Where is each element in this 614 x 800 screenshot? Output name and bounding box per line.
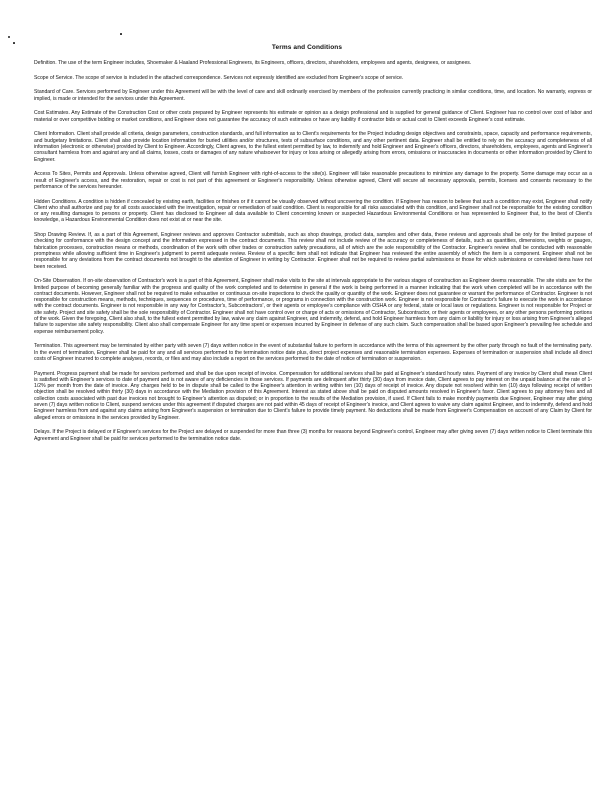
document-title: Terms and Conditions [271, 44, 343, 51]
paragraph-termination: Termination. This agreement may be terminated by either party with seven (7) days written notice in the event of substantial failure to perform in accordance with the terms of this agreement by the other party through no fault of the terminating party. In the event of termination, Engineer shall be paid for any and all services performed to the termination notice date plus, direct project expenses and reasonable termination expenses. Expenses of termination or suspension shall include all direct costs of Engineer incurred to complete analyses, records, or files and may also include a report on the services performed to the date of notice of termination or suspension. [34, 343, 592, 362]
paragraph-delays: Delays. If the Project is delayed or if Engineer's services for the Project are delayed or suspended for more than three (3) months for reasons beyond Engineer's control, Engineer may after giving seven (7) days written notice to Client terminate this Agreement and Engineer shall be paid for services performed to the termination notice date. [34, 429, 592, 442]
paragraph-scope-of-service: Scope of Service. The scope of service is included in the attached correspondence. Services not expressly identified are excluded from Engineer's scope of service. [34, 74, 404, 81]
paragraph-access-to-sites: Access To Sites, Permits and Approvals. Unless otherwise agreed, Client will furnish Engineer with right-of-access to the site(s). Engineer will take reasonable precautions to minimize any damage to the property. Some damage may occur as a result of Engineer's access, and the restoration, repair or cost is not part of this agreement or Engineer's responsibility. Unless otherwise agreed, Client will secure all necessary approvals, permits, licenses and consents necessary to the performance of the services hereunder. [34, 171, 592, 190]
paragraph-cost-estimates: Cost Estimates. Any Estimate of the Construction Cost or other costs prepared by Engineer represents his estimate or opinion as a design professional and is supplied for general guidance of Client. Engineer has no control over cost of labor and material or over competitive bidding or market conditions, and Engineer does not guarantee the accuracy of such estimates or have any liability if contractor bids or actual cost to Client exceeds Engineer's cost estimate. [34, 110, 592, 123]
paragraph-standard-of-care: Standard of Care. Services performed by Engineer under this Agreement will be with the level of care and skill ordinarily exercised by members of the profession currently practicing in similar conditions, time, and location. No warranty, express or implied, is made or intended for the services under this Agreement. [34, 89, 592, 102]
paragraph-shop-drawing-review: Shop Drawing Review. If, as a part of this Agreement, Engineer reviews and approves Contractor submittals, such as shop drawings, product data, samples and other data, these reviews and approvals shall be only for the limited purpose of checking for conformance with the design concept and the information expressed in the contract documents. This review shall not include review of the accuracy or completeness of details, such as quantities, dimensions, weights or gauges, fabrication processes, construction means or methods, coordination of the work with other trades or construction safety precautions, all of which are the sole responsibility of the Contractor. Engineer's review shall be conducted with reasonable promptness while allowing sufficient time in Engineer's judgment to permit adequate review. Review of a specific item shall not indicate that Engineer has reviewed the entire assembly of which the item is a component. Engineer shall not be responsible for any deviations from the contract documents not brought to the attention of Engineer in writing by Contractor. Engineer shall not be required to review partial submissions or those for which submissions or correlated items have not been received. [34, 232, 592, 270]
paragraph-hidden-conditions: Hidden Conditions. A condition is hidden if concealed by existing earth, facilities or finishes or if it cannot be visually observed without uncovering the condition. If Engineer has reason to believe that such a condition may exist, Engineer shall notify Client who shall authorize and pay for all costs associated with the investigation, repair or remediation of said condition. Client is responsible for all risks associated with this condition, and Engineer shall not be responsible for the existing condition or any resulting damages to persons or property. Client has disclosed to Engineer all data available to Client concerning known or suspected Hazardous Environmental Conditions or has represented to Engineer that, to the best of Client's knowledge, a Hazardous Environmental Condition does not exist at or near the site. [34, 198, 592, 224]
paragraph-definition: Definition. The use of the term Engineer includes, Shoemaker & Haaland Professional Engineers, its Engineers, officers, directors, shareholders, employees and agents, designees, or assignees. [34, 60, 472, 66]
paragraph-on-site-observation: On-Site Observation. If on-site observation of Contractor's work is a part of this Agreement, Engineer shall make visits to the site at intervals appropriate to the various stages of construction as Engineer deems reasonable. The site visits are for the limited purpose of becoming generally familiar with the progress and quality of the work completed and to determine in general if the work is being performed in a manner indicating that the work when completed will be in accordance with the contract documents. However, Engineer shall not be required to make exhaustive or continuous on-site inspections to check the quality or quantity of the work. Engineer does not guarantee or warrant the performance of Contractor. Engineer is not responsible for construction means, methods, techniques, sequences or procedures, time of performance, or programs in connection with the construction work. Engineer is not responsible for Contractor's failure to execute the work in accordance with the contract documents. Engineer is not responsible in any way for Contractor's, Subcontractors', or their agents or employee's compliance with OSHA or any federal, state or local laws or regulations. Engineer is not responsible for Project or site safety. Project and site safety shall be the sole responsibility of Contractor. Engineer shall not have control over or charge of acts or omissions of Contractor, Subcontractor, or their agents or employees, or any other persons performing portions of the work. Given the foregoing, Client also shall, to the fullest extent permitted by law, waive any claim against Engineer, and indemnify, defend, and hold Engineer harmless from any claim or liability for injury or loss arising from Engineer's alleged failure to supervise site safety responsibility. Client also shall compensate Engineer for any time spent or expenses incurred by Engineer in defense of any such claim. Such compensation shall be based upon Engineer's prevailing fee schedule and expense reimbursement policy. [34, 278, 592, 335]
scan-speck [120, 33, 122, 35]
document-body [34, 60, 592, 450]
paragraph-payment: Payment. Progress payment shall be made for services performed and shall be due upon receipt of invoice. Compensation for additional services shall be paid at Engineer's standard hourly rates. Payment of any invoice by Client shall mean Client is satisfied with Engineer's services to date of payment and is not aware of any deficiencies in those services. If payments are delinquent after thirty (30) days from invoice date, Client agrees to pay interest on the unpaid balance at the rate of 1-1/2% per month from the date of invoice. Any charges held to be in dispute shall be called to the Engineer's attention in writing within ten (10) days of receipt of invoice. Any dispute not resolved within ten (10) days following receipt of written objection shall be resolved within thirty (30) days in accordance with the Mediation provision of this Agreement. Interest as stated above shall be paid on disputed amounts resolved in Engineer's favor. Client agrees to pay attorney fees and all collection costs associated with past due invoices not brought to Engineer's attention as disputed; or in proportion to the results of the Mediation provision, if used. If Client fails to make monthly payments due Engineer, Engineer may after giving seven (7) days written notice to Client, suspend services under this agreement if disputed charges are not paid within 45 days of receipt of Engineer's invoice, and Client agrees to waive any claim against Engineer, and to indemnify, defend and hold Engineer harmless from and against any claims arising from Engineer's suspension or termination due to Client's failure to provide timely payment. No deductions shall be made from Engineer's Compensation on account of any Claim by Client for alleged errors or omissions in the services provided by Engineer. [34, 370, 592, 421]
paragraph-client-information: Client Information. Client shall provide all criteria, design parameters, construction standards, and full information as to Client's requirements for the Project including design objectives and constraints, space, capacity and performance requirements, and budgetary limitations. Client shall also provide location information for buried utilities and/or structures, tests of subsurface conditions, and any other pertinent data. Engineer shall be entitled to rely on the accuracy and completeness of all information (electronic or otherwise) provided by Client to Engineer. Accordingly, Client agrees, to the fullest extent permitted by law, to indemnify and hold Engineer and Engineer's officers, directors, shareholders, employees, agents and Engineer's consultant harmless from and against any and all claims, losses, costs or damages of any nature whatsoever for injury or loss arising or allegedly arising from errors, omissions or inaccuracies in documents or other information provided by Client to Engineer. [34, 131, 592, 163]
scan-speck [8, 36, 10, 38]
